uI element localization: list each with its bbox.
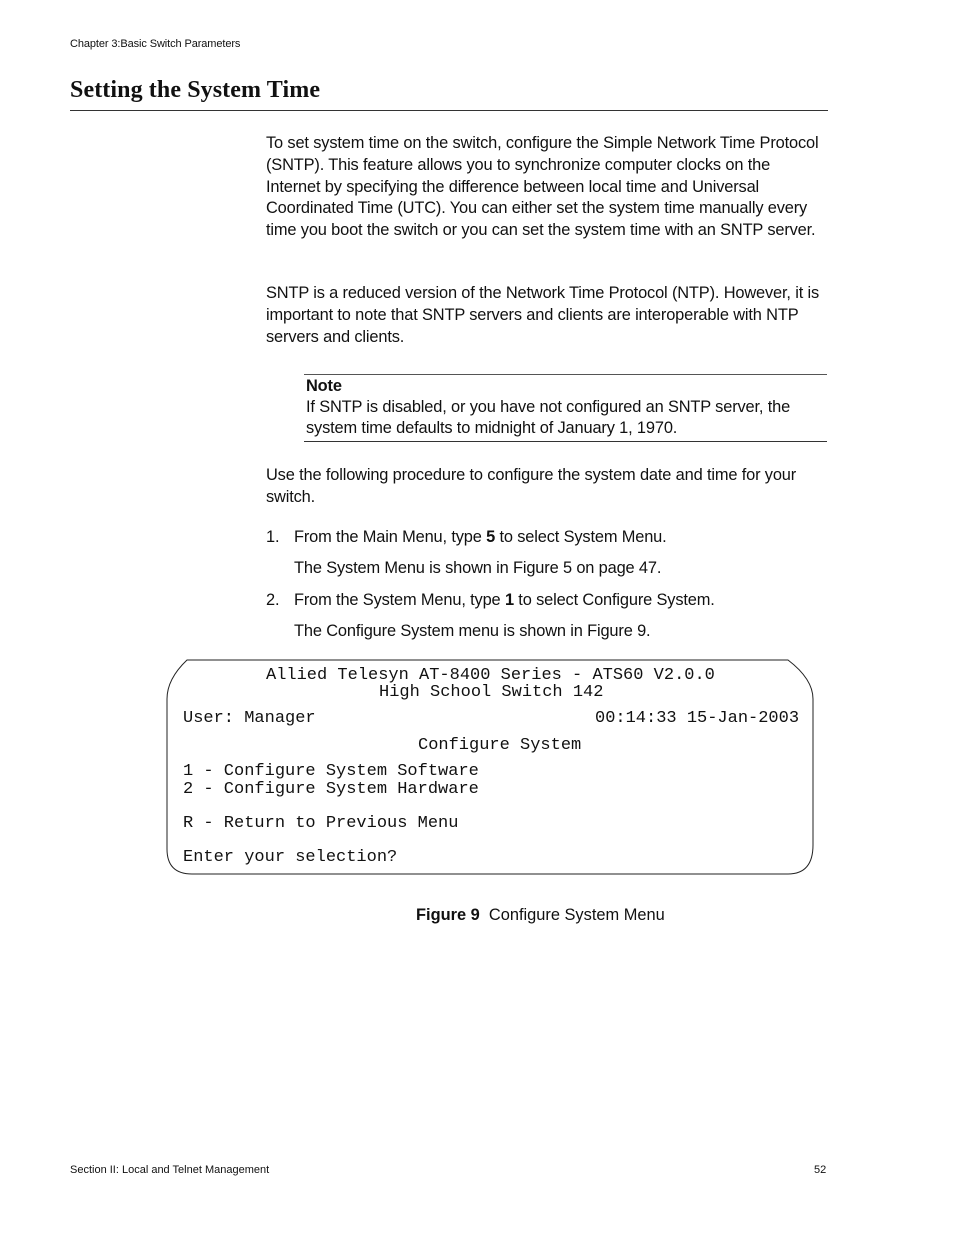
menu-option-software[interactable]: 1 - Configure System Software (183, 762, 479, 781)
terminal-banner: Allied Telesyn AT-8400 Series - ATS60 V2.0.0 (266, 666, 715, 685)
step-text-before: From the System Menu, type (294, 591, 505, 609)
terminal-user: User: Manager (183, 709, 316, 728)
paragraph-3: Use the following procedure to configure the system date and time for your switch. (266, 466, 797, 506)
paragraph-1: To set system time on the switch, configure the Simple Network Time Protocol (SNTP). This feature allows you to synchronize computer clocks on the Internet by specifying the difference between local time and Universal Coordinated Time (UTC). You can either set the system time manually every time you boot the switch or you can set the system time with an SNTP server. (266, 134, 819, 240)
intro-paragraph (266, 133, 828, 242)
note-label: Note (306, 377, 342, 395)
step-text (294, 527, 667, 548)
terminal-screen-title: Configure System (418, 736, 582, 755)
paragraph-2: SNTP is a reduced version of the Network Time Protocol (NTP). However, it is important to note that SNTP servers and clients are interoperable with NTP servers and clients. (266, 284, 820, 346)
page-number: 52 (814, 1164, 827, 1176)
step-number: 1. (266, 528, 280, 546)
figure-caption (416, 905, 665, 926)
figure-caption-text: Configure System Menu (488, 906, 665, 924)
step-key: 1 (504, 591, 514, 609)
step-key: 5 (486, 528, 496, 546)
running-head: Chapter 3:Basic Switch Parameters (70, 38, 241, 50)
footer-section: Section II: Local and Telnet Management (70, 1164, 270, 1176)
section-title: Setting the System Time (70, 77, 321, 103)
note-box (304, 374, 827, 442)
menu-option-hardware[interactable]: 2 - Configure System Hardware (183, 780, 479, 799)
step-1-result: The System Menu is shown in Figure 5 on page 47. (294, 559, 662, 577)
step-text (294, 590, 715, 611)
step-text-after: to select System Menu. (495, 528, 667, 546)
note-text: If SNTP is disabled, or you have not configured an SNTP server, the system time defaults to midnight of January 1, 1970. (306, 398, 791, 437)
terminal-prompt[interactable]: Enter your selection? (183, 848, 398, 867)
step-2-result: The Configure System menu is shown in Figure 9. (294, 622, 651, 640)
step-text-before: From the Main Menu, type (294, 528, 487, 546)
menu-option-return[interactable]: R - Return to Previous Menu (183, 814, 459, 833)
step-text-after: to select Configure System. (513, 591, 715, 609)
procedure-intro (266, 465, 828, 509)
terminal-datetime: 00:14:33 15-Jan-2003 (595, 709, 800, 728)
sntp-paragraph (266, 283, 828, 348)
step-number: 2. (266, 591, 280, 609)
figure-label: Figure 9 (416, 906, 480, 924)
terminal-switch-name: High School Switch 142 (379, 683, 604, 702)
title-rule (70, 110, 828, 111)
